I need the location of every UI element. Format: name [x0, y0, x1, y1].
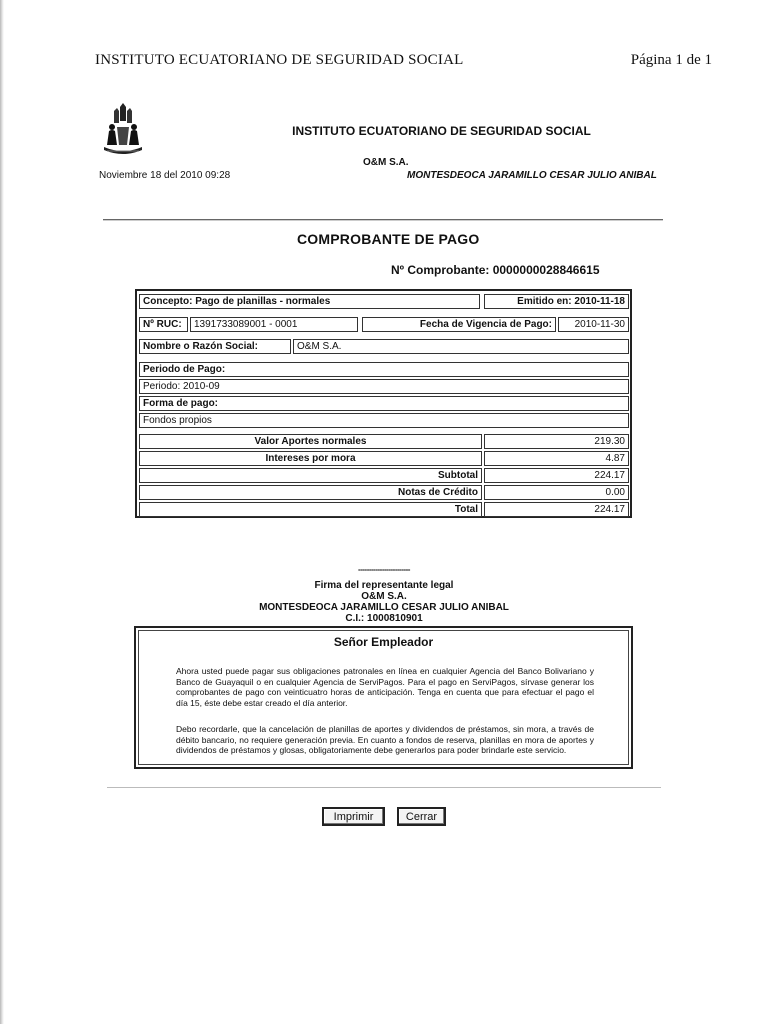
payment-period-value: Periodo: 2010-09: [139, 379, 629, 394]
document-institution: INSTITUTO ECUATORIANO DE SEGURIDAD SOCIAL: [292, 124, 591, 138]
amount-label: Valor Aportes normales: [139, 434, 482, 449]
amount-label: Notas de Crédito: [139, 485, 482, 500]
company-name: O&M S.A.: [363, 157, 409, 168]
print-button[interactable]: Imprimir: [322, 807, 385, 826]
validity-value: 2010-11-30: [558, 317, 629, 332]
employer-notice: [134, 626, 633, 769]
page-number: Página 1 de 1: [630, 52, 712, 68]
close-button[interactable]: Cerrar: [397, 807, 446, 826]
divider: [107, 787, 661, 788]
amount-value: 4.87: [484, 451, 629, 466]
business-name-label: Nombre o Razón Social:: [139, 339, 291, 354]
signature-caption: Firma del representante legal: [314, 580, 454, 591]
amount-value: 219.30: [484, 434, 629, 449]
notice-paragraph: Debo recordarle, que la cancelación de planillas de aportes y dividendos de préstamos, sin mora, a través de débito bancario, no requiere generación previa. En cuanto a fondos de reserva, planillas en mora de aportes y dividendos de préstamos y glosas, obligatoriamente debe generarlos para poder brindarle este servicio.: [176, 724, 594, 755]
notice-title: Señor Empleador: [333, 635, 434, 649]
receipt-title: COMPROBANTE DE PAGO: [297, 231, 480, 247]
notice-paragraph: Ahora usted puede pagar sus obligaciones patronales en línea en cualquier Agencia del Banco Bolivariano y Banco de Guayaquil o en cualquier Agencia de ServiPagos. Para el pago en ServiPagos, sírvase generar los comprobantes de pago con veinticuatro horas de anticipación. Tenga en cuenta que para efectuar el pago el día 15, éste debe estar creado el día anterior.: [176, 666, 594, 708]
amount-value: 224.17: [484, 468, 629, 483]
scan-edge: [0, 0, 4, 1024]
page-header-title: INSTITUTO ECUATORIANO DE SEGURIDAD SOCIAL: [95, 52, 464, 68]
amount-label: Intereses por mora: [139, 451, 482, 466]
payment-period-label: Periodo de Pago:: [139, 362, 629, 377]
issued-cell: Emitido en: 2010-11-18: [484, 294, 629, 309]
payment-method-value: Fondos propios: [139, 413, 629, 428]
receipt-number: Nº Comprobante: 0000000028846615: [391, 263, 600, 277]
signature-line: ------------------------: [358, 565, 410, 574]
signature-id: C.I.: 1000810901: [345, 613, 423, 624]
payment-details-table: [135, 289, 632, 518]
signature-name: MONTESDEOCA JARAMILLO CESAR JULIO ANIBAL: [259, 602, 509, 613]
payment-method-label: Forma de pago:: [139, 396, 629, 411]
concept-cell: Concepto: Pago de planillas - normales: [139, 294, 480, 309]
signature-company: O&M S.A.: [361, 591, 407, 602]
ruc-label: Nº RUC:: [139, 317, 188, 332]
total-value: 224.17: [484, 502, 629, 517]
divider: [103, 219, 663, 221]
amount-value: 0.00: [484, 485, 629, 500]
ruc-value: 1391733089001 - 0001: [190, 317, 358, 332]
validity-label: Fecha de Vigencia de Pago:: [362, 317, 556, 332]
notice-inner-border: [138, 630, 629, 765]
business-name-value: O&M S.A.: [293, 339, 629, 354]
issue-date: Noviembre 18 del 2010 09:28: [99, 170, 231, 181]
representative-name: MONTESDEOCA JARAMILLO CESAR JULIO ANIBAL: [407, 170, 657, 181]
total-label: Total: [139, 502, 482, 517]
amount-label: Subtotal: [139, 468, 482, 483]
